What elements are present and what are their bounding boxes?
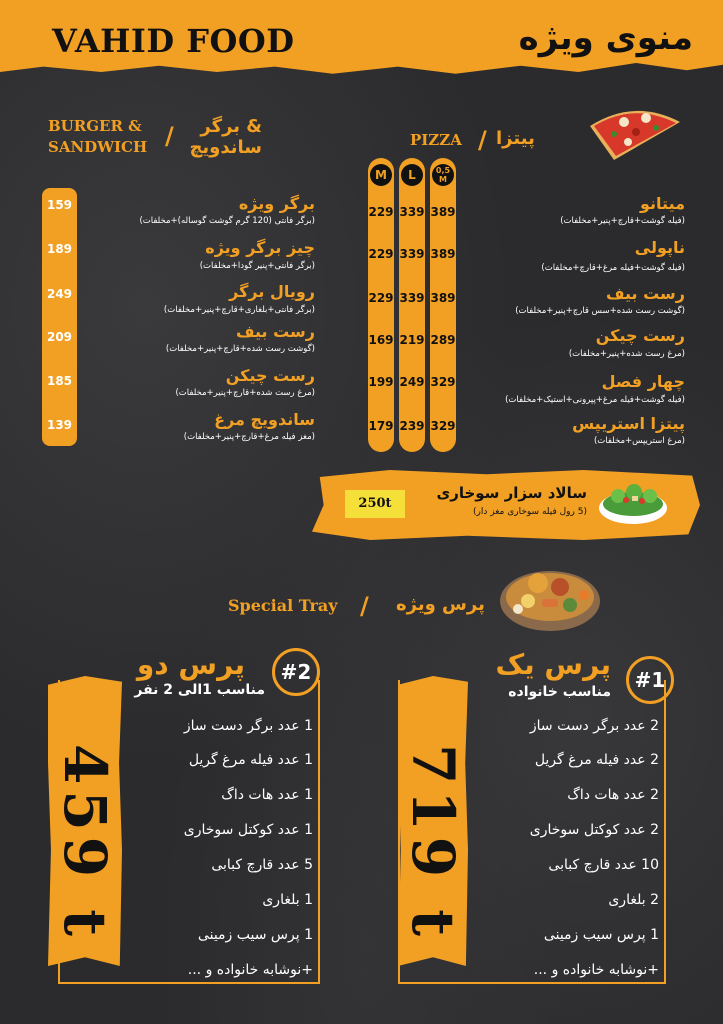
burger-price-column xyxy=(42,188,77,446)
burger-item-name: رویال برگر xyxy=(229,282,315,301)
burger-heading-en-line1: BURGER & xyxy=(48,117,142,135)
burger-item-price: 185 xyxy=(46,374,73,388)
pizza-item-desc: (مرغ استریپس+مخلفات) xyxy=(593,436,685,446)
brand-name: VAHID FOOD xyxy=(52,22,295,60)
burger-heading-slash: / xyxy=(165,122,174,150)
combo-item: 2 عدد کوکتل سوخاری xyxy=(529,822,659,838)
burger-item-price: 209 xyxy=(46,330,73,344)
combo-title: پرس یک xyxy=(495,648,611,681)
size-badge-m: M xyxy=(370,164,392,186)
burger-item-desc: (برگر فانتی+بلغاری+قارچ+پنیر+مخلفات) xyxy=(163,305,315,315)
combo-item: 1 عدد کوکتل سوخاری xyxy=(183,822,313,838)
pizza-item-name: چهار فصل xyxy=(601,372,685,391)
pizza-item-name: میتانو xyxy=(639,194,685,213)
burger-item-desc: (برگر فانتی (120 گرم گوشت گوساله)+مخلفات) xyxy=(139,216,315,226)
burger-heading-en xyxy=(48,116,147,158)
combo-item: 10 عدد قارچ کبابی xyxy=(548,857,659,873)
pizza-price-m: 179 xyxy=(368,419,394,433)
pizza-price-xl: 389 xyxy=(430,291,456,305)
burger-item-price: 249 xyxy=(46,287,73,301)
size-column-m xyxy=(368,158,394,452)
burger-item-price: 139 xyxy=(46,418,73,432)
page-title: منوی ویژه xyxy=(518,18,693,58)
pizza-price-l: 339 xyxy=(399,291,425,305)
pizza-heading-en: PIZZA xyxy=(410,131,462,149)
pizza-price-m: 229 xyxy=(368,247,394,261)
pizza-price-xl: 389 xyxy=(430,247,456,261)
burger-item-name: رست بیف xyxy=(235,322,315,341)
combo-subtitle: مناسب خانواده xyxy=(508,684,611,700)
pizza-item-desc: (فیله گوشت+فیله مرغ+پپرونی+استیک+مخلفات) xyxy=(505,395,685,405)
burger-heading-en-line2: SANDWICH xyxy=(48,138,148,156)
combo-item: 1 عدد برگر دست ساز xyxy=(183,718,313,734)
tray-heading-slash: / xyxy=(360,592,369,620)
pizza-price-m: 229 xyxy=(368,291,394,305)
burger-item-price: 189 xyxy=(46,242,73,256)
tray-heading-fa: پرس ویژه xyxy=(396,594,485,615)
pizza-price-m: 199 xyxy=(368,375,394,389)
pizza-item-name: پیتزا استریپس xyxy=(572,414,685,433)
combo-item: +نوشابه خانواده و ... xyxy=(533,962,659,978)
pizza-heading-slash: / xyxy=(478,126,487,154)
size-badge-xl: 0,5 M xyxy=(432,164,454,186)
size-column-l xyxy=(399,158,425,452)
pizza-item-name: رست چیکن xyxy=(595,326,685,345)
pizza-price-l: 249 xyxy=(399,375,425,389)
size-badge-l: L xyxy=(401,164,423,186)
combo-price: 719 t xyxy=(399,744,467,943)
tray-icon xyxy=(498,553,602,635)
combo-item: 1 پرس سیب زمینی xyxy=(543,927,659,943)
combo-item: 2 عدد برگر دست ساز xyxy=(529,718,659,734)
combo-number-badge: #2 xyxy=(272,648,320,696)
burger-heading-fa xyxy=(176,116,262,158)
salad-title: سالاد سزار سوخاری xyxy=(436,484,587,502)
pizza-item-desc: (فیله گوشت+قارچ+پنیر+مخلفات) xyxy=(560,216,685,226)
combo-item: 1 عدد فیله مرغ گریل xyxy=(188,752,313,768)
combo-item: 1 پرس سیب زمینی xyxy=(197,927,313,943)
pizza-item-desc: (فیله گوشت+فیله مرغ+قارچ+مخلفات) xyxy=(541,263,685,273)
combo-price: 459 t xyxy=(51,744,119,943)
salad-desc: (5 رول فیله سوخاری مغز دار) xyxy=(473,507,587,517)
combo-item: 5 عدد قارچ کبابی xyxy=(211,857,313,873)
tray-heading-en: Special Tray xyxy=(228,596,338,615)
pizza-price-xl: 329 xyxy=(430,375,456,389)
pizza-price-l: 219 xyxy=(399,333,425,347)
pizza-price-m: 169 xyxy=(368,333,394,347)
burger-item-desc: (مرغ رست شده+قارچ+پنیر+مخلفات) xyxy=(175,388,315,398)
combo-item: 2 عدد هات داگ xyxy=(567,787,659,803)
pizza-price-m: 229 xyxy=(368,205,394,219)
salad-price-tag: 250t xyxy=(345,490,405,518)
pizza-price-xl: 329 xyxy=(430,419,456,433)
burger-heading-fa-line2: ساندویچ xyxy=(189,137,262,158)
combo-item: 2 بلغاری xyxy=(608,892,659,908)
size-column-xl xyxy=(430,158,456,452)
pizza-item-desc: (مرغ رست شده+پنیر+مخلفات) xyxy=(568,349,685,359)
salad-icon xyxy=(596,474,670,530)
pizza-price-l: 239 xyxy=(399,419,425,433)
combo-title: پرس دو xyxy=(136,648,245,681)
pizza-item-name: ناپولی xyxy=(634,238,685,257)
burger-item-desc: (مغز فیله مرغ+قارچ+پنیر+مخلفات) xyxy=(183,432,315,442)
burger-heading-fa-line1: & برگر xyxy=(200,116,262,137)
burger-item-price: 159 xyxy=(46,198,73,212)
pizza-item-desc: (گوشت رست شده+سس قارچ+پنیر+مخلفات) xyxy=(515,306,685,316)
combo-item: 1 عدد هات داگ xyxy=(221,787,313,803)
combo-item: 1 بلغاری xyxy=(262,892,313,908)
combo-subtitle: مناسب 1الی 2 نفر xyxy=(134,682,265,698)
burger-item-name: برگر ویژه xyxy=(238,194,315,213)
burger-item-name: ساندویچ مرغ xyxy=(214,410,315,429)
combo-item: +نوشابه خانواده و ... xyxy=(187,962,313,978)
burger-item-desc: (گوشت رست شده+قارچ+پنیر+مخلفات) xyxy=(165,344,315,354)
pizza-icon xyxy=(584,104,684,162)
pizza-price-xl: 389 xyxy=(430,205,456,219)
combo-number-badge: #1 xyxy=(626,656,674,704)
pizza-heading-fa: پیتزا xyxy=(496,128,535,149)
combo-item: 2 عدد فیله مرغ گریل xyxy=(534,752,659,768)
burger-item-name: چیز برگر ویژه xyxy=(205,238,315,257)
pizza-item-name: رست بیف xyxy=(605,284,685,303)
burger-item-desc: (برگر فانتی+پنیر گودا+مخلفات) xyxy=(199,261,315,271)
burger-item-name: رست چیکن xyxy=(225,366,315,385)
pizza-price-xl: 289 xyxy=(430,333,456,347)
pizza-price-l: 339 xyxy=(399,247,425,261)
pizza-price-l: 339 xyxy=(399,205,425,219)
